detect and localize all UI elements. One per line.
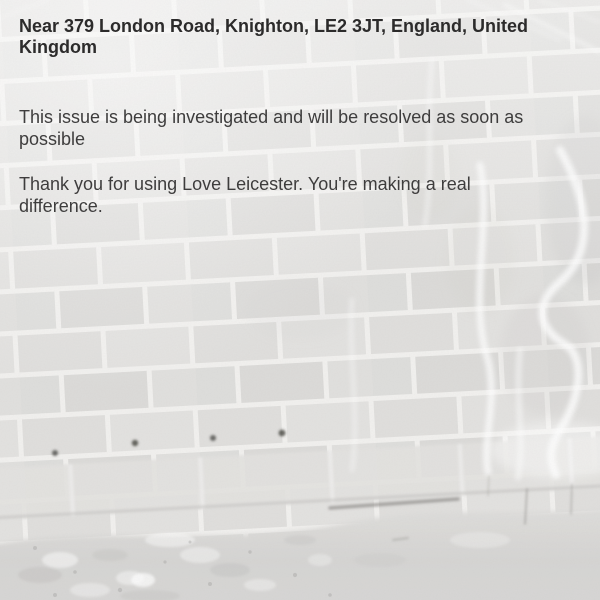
- report-thanks-message: Thank you for using Love Leicester. You're making a real difference.: [19, 174, 471, 216]
- report-status-message: This issue is being investigated and will be resolved as soon as possible: [19, 107, 524, 149]
- report-location-heading: Near 379 London Road, Knighton, LE2 3JT, England, United Kingdom: [19, 16, 529, 57]
